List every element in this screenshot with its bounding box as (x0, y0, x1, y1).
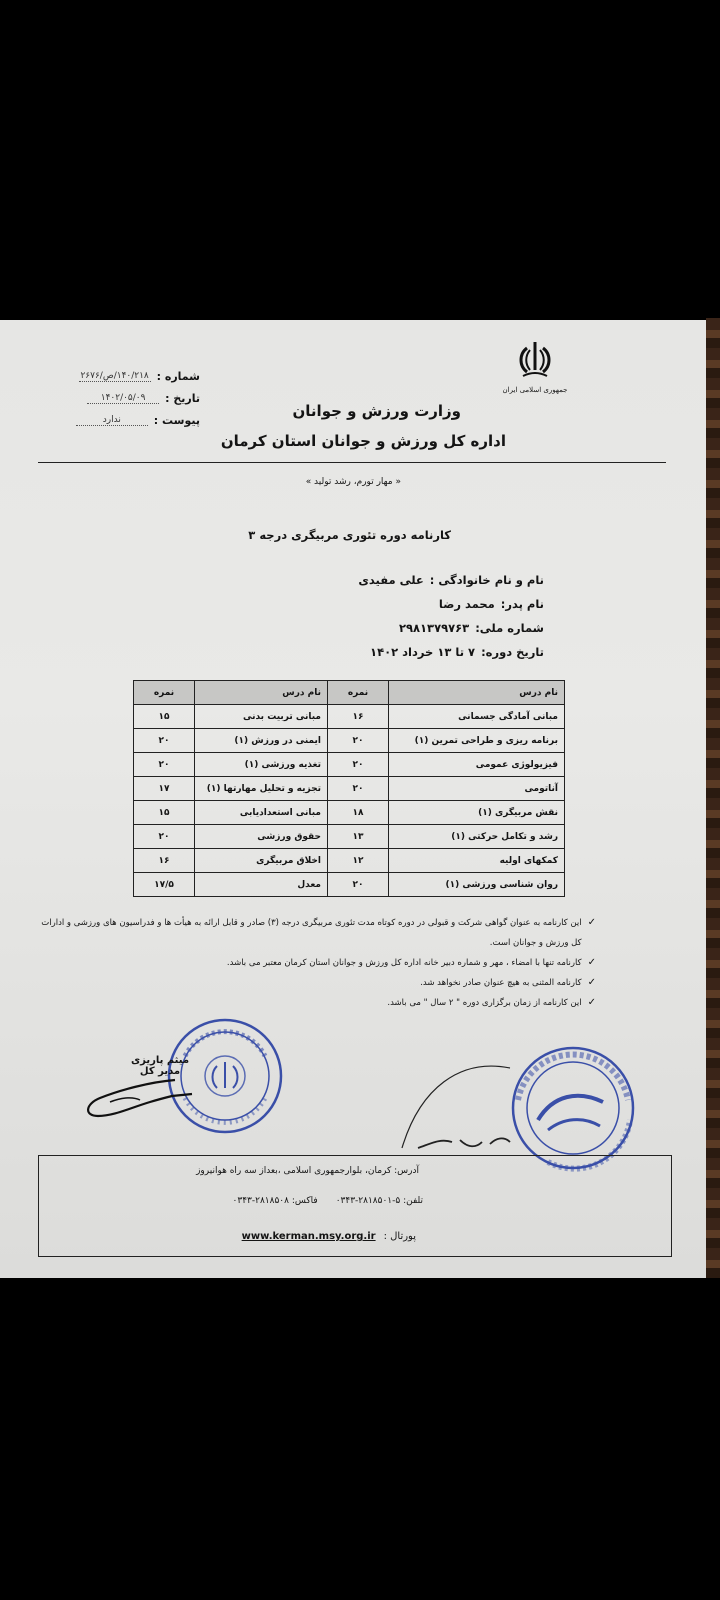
course-cell: اخلاق مربیگری (195, 849, 328, 873)
grade-cell: ۲۰ (328, 753, 389, 777)
header-divider (38, 462, 666, 463)
check-icon: ✓ (587, 977, 596, 988)
course-cell: حقوق ورزشی (195, 825, 328, 849)
course-date-value: ۷ تا ۱۳ خرداد ۱۴۰۲ (370, 645, 476, 659)
table-row (134, 825, 565, 849)
grade-cell: ۲۰ (134, 729, 195, 753)
grade-cell: ۱۶ (134, 849, 195, 873)
table-row (134, 729, 565, 753)
footer-portal (242, 1231, 416, 1242)
number-label: شماره : (156, 369, 200, 383)
ministry-name: وزارت ورزش و جوانان (292, 402, 461, 420)
table-row (134, 873, 565, 897)
check-icon: ✓ (587, 997, 596, 1008)
info-course-date-row (358, 640, 544, 664)
footer-contact-box (38, 1155, 672, 1257)
emblem-icon (515, 340, 555, 384)
attachment-value: ندارد (76, 415, 148, 426)
course-cell: فیزیولوژی عمومی (389, 753, 565, 777)
course-cell: کمکهای اولیه (389, 849, 565, 873)
table-row (134, 801, 565, 825)
course-cell: ایمنی در ورزش (۱) (195, 729, 328, 753)
handwritten-signature (80, 1072, 200, 1122)
background-carpet (706, 318, 720, 1278)
father-value: محمد رضا (438, 597, 495, 611)
course-date-label: تاریخ دوره: (481, 645, 544, 659)
header-course: نام درس (195, 681, 328, 705)
course-cell: نقش مربیگری (۱) (389, 801, 565, 825)
grade-cell: ۲۰ (328, 777, 389, 801)
name-value: علی مفیدی (358, 573, 424, 587)
office-name: اداره کل ورزش و جوانان استان کرمان (220, 432, 506, 450)
date-value: ۱۴۰۲/۰۵/۰۹ (87, 393, 159, 404)
footer-phone: تلفن: ۵-۲۸۱۸۵۰۱-۰۳۴۳ (335, 1196, 423, 1206)
info-national-id-row (358, 616, 544, 640)
grades-table (133, 680, 565, 897)
grade-cell: ۲۰ (134, 825, 195, 849)
grade-cell: ۲۰ (134, 753, 195, 777)
attachment-label: پیوست : (153, 413, 200, 427)
course-cell: رشد و تکامل حرکتی (۱) (389, 825, 565, 849)
course-cell: روان شناسی ورزشی (۱) (389, 873, 565, 897)
notes-list (36, 913, 596, 1013)
grade-cell: ۲۰ (328, 873, 389, 897)
footer-phone-fax (233, 1196, 423, 1206)
document-title: کارنامه دوره تئوری مربیگری درجه ۳ (248, 528, 451, 542)
portal-link[interactable]: www.kerman.msy.org.ir (241, 1231, 376, 1242)
note-item (36, 913, 596, 953)
info-name-row (358, 568, 544, 592)
grade-cell: ۱۶ (328, 705, 389, 729)
meta-attachment-row (50, 409, 200, 431)
grade-cell: ۱۵ (134, 801, 195, 825)
average-label-cell: معدل (195, 873, 328, 897)
meta-number-row (50, 365, 200, 387)
header-grade: نمره (134, 681, 195, 705)
signatory-role: مدیر کل (139, 1066, 181, 1077)
course-cell: تجزیه و تحلیل مهارتها (۱) (195, 777, 328, 801)
footer-address: آدرس: کرمان، بلوارجمهوری اسلامی ،بعداز سه راه هوانیروز (196, 1166, 419, 1176)
course-cell: تغذیه ورزشی (۱) (195, 753, 328, 777)
course-cell: مبانی تربیت بدنی (195, 705, 328, 729)
portal-label: پورتال : (383, 1231, 416, 1242)
grade-cell: ۱۸ (328, 801, 389, 825)
iran-emblem-logo (500, 340, 570, 410)
grade-cell: ۱۵ (134, 705, 195, 729)
header-grade: نمره (328, 681, 389, 705)
emblem-caption: جمهوری اسلامی ایران (502, 386, 568, 394)
letter-meta (50, 365, 200, 431)
note-item (36, 973, 596, 993)
check-icon: ✓ (587, 957, 596, 968)
note-text: این کارنامه به عنوان گواهی شرکت و قبولی در دوره کوتاه مدت تئوری مربیگری درجه (۳) صادر و قابل ارائه به هیأت ها و فدراسیون های ورزشی و ادارات کل ورزش و جوانان است. (41, 918, 582, 948)
note-item (36, 953, 596, 973)
slogan: « مهار تورم، رشد تولید » (305, 477, 401, 487)
info-father-row (358, 592, 544, 616)
grade-cell: ۱۷ (134, 777, 195, 801)
footer-fax: فاکس: ۲۸۱۸۵۰۸-۰۳۴۳ (232, 1196, 318, 1206)
meta-date-row (50, 387, 200, 409)
course-cell: آناتومی (389, 777, 565, 801)
note-text: کارنامه تنها با امضاء ، مهر و شماره دبیر خانه اداره کل ورزش و جوانان استان کرمان معتبر می باشد. (226, 958, 582, 968)
average-value-cell: ۱۷/۵ (134, 873, 195, 897)
national-id-value: ۲۹۸۱۳۷۹۷۶۳ (398, 621, 470, 635)
grade-cell: ۱۳ (328, 825, 389, 849)
certificate-document (0, 320, 706, 1278)
table-row (134, 705, 565, 729)
national-id-label: شماره ملی: (475, 621, 544, 635)
table-row (134, 777, 565, 801)
course-cell: مبانی آمادگی جسمانی (389, 705, 565, 729)
course-cell: برنامه ریزی و طراحی تمرین (۱) (389, 729, 565, 753)
table-row (134, 849, 565, 873)
header-course: نام درس (389, 681, 565, 705)
note-text: این کارنامه از زمان برگزاری دوره " ۲ سال " می باشد. (387, 998, 582, 1008)
signatory-name: میثم پاریزی (130, 1055, 190, 1066)
note-text: کارنامه المثنی به هیچ عنوان صادر نخواهد شد. (420, 978, 582, 988)
table-row (134, 753, 565, 777)
course-cell: مبانی استعدادیابی (195, 801, 328, 825)
grade-cell: ۱۲ (328, 849, 389, 873)
grade-cell: ۲۰ (328, 729, 389, 753)
date-label: تاریخ : (165, 391, 200, 405)
grades-header-row (134, 681, 565, 705)
handwritten-signature-2 (400, 1048, 580, 1168)
student-info (358, 568, 544, 664)
name-label: نام و نام خانوادگی : (429, 573, 544, 587)
note-item (36, 993, 596, 1013)
number-value: ۱۴۰/۲۱۸/ص/۲۶۷۶ (80, 370, 149, 381)
check-icon: ✓ (587, 917, 596, 928)
father-label: نام پدر: (500, 597, 544, 611)
